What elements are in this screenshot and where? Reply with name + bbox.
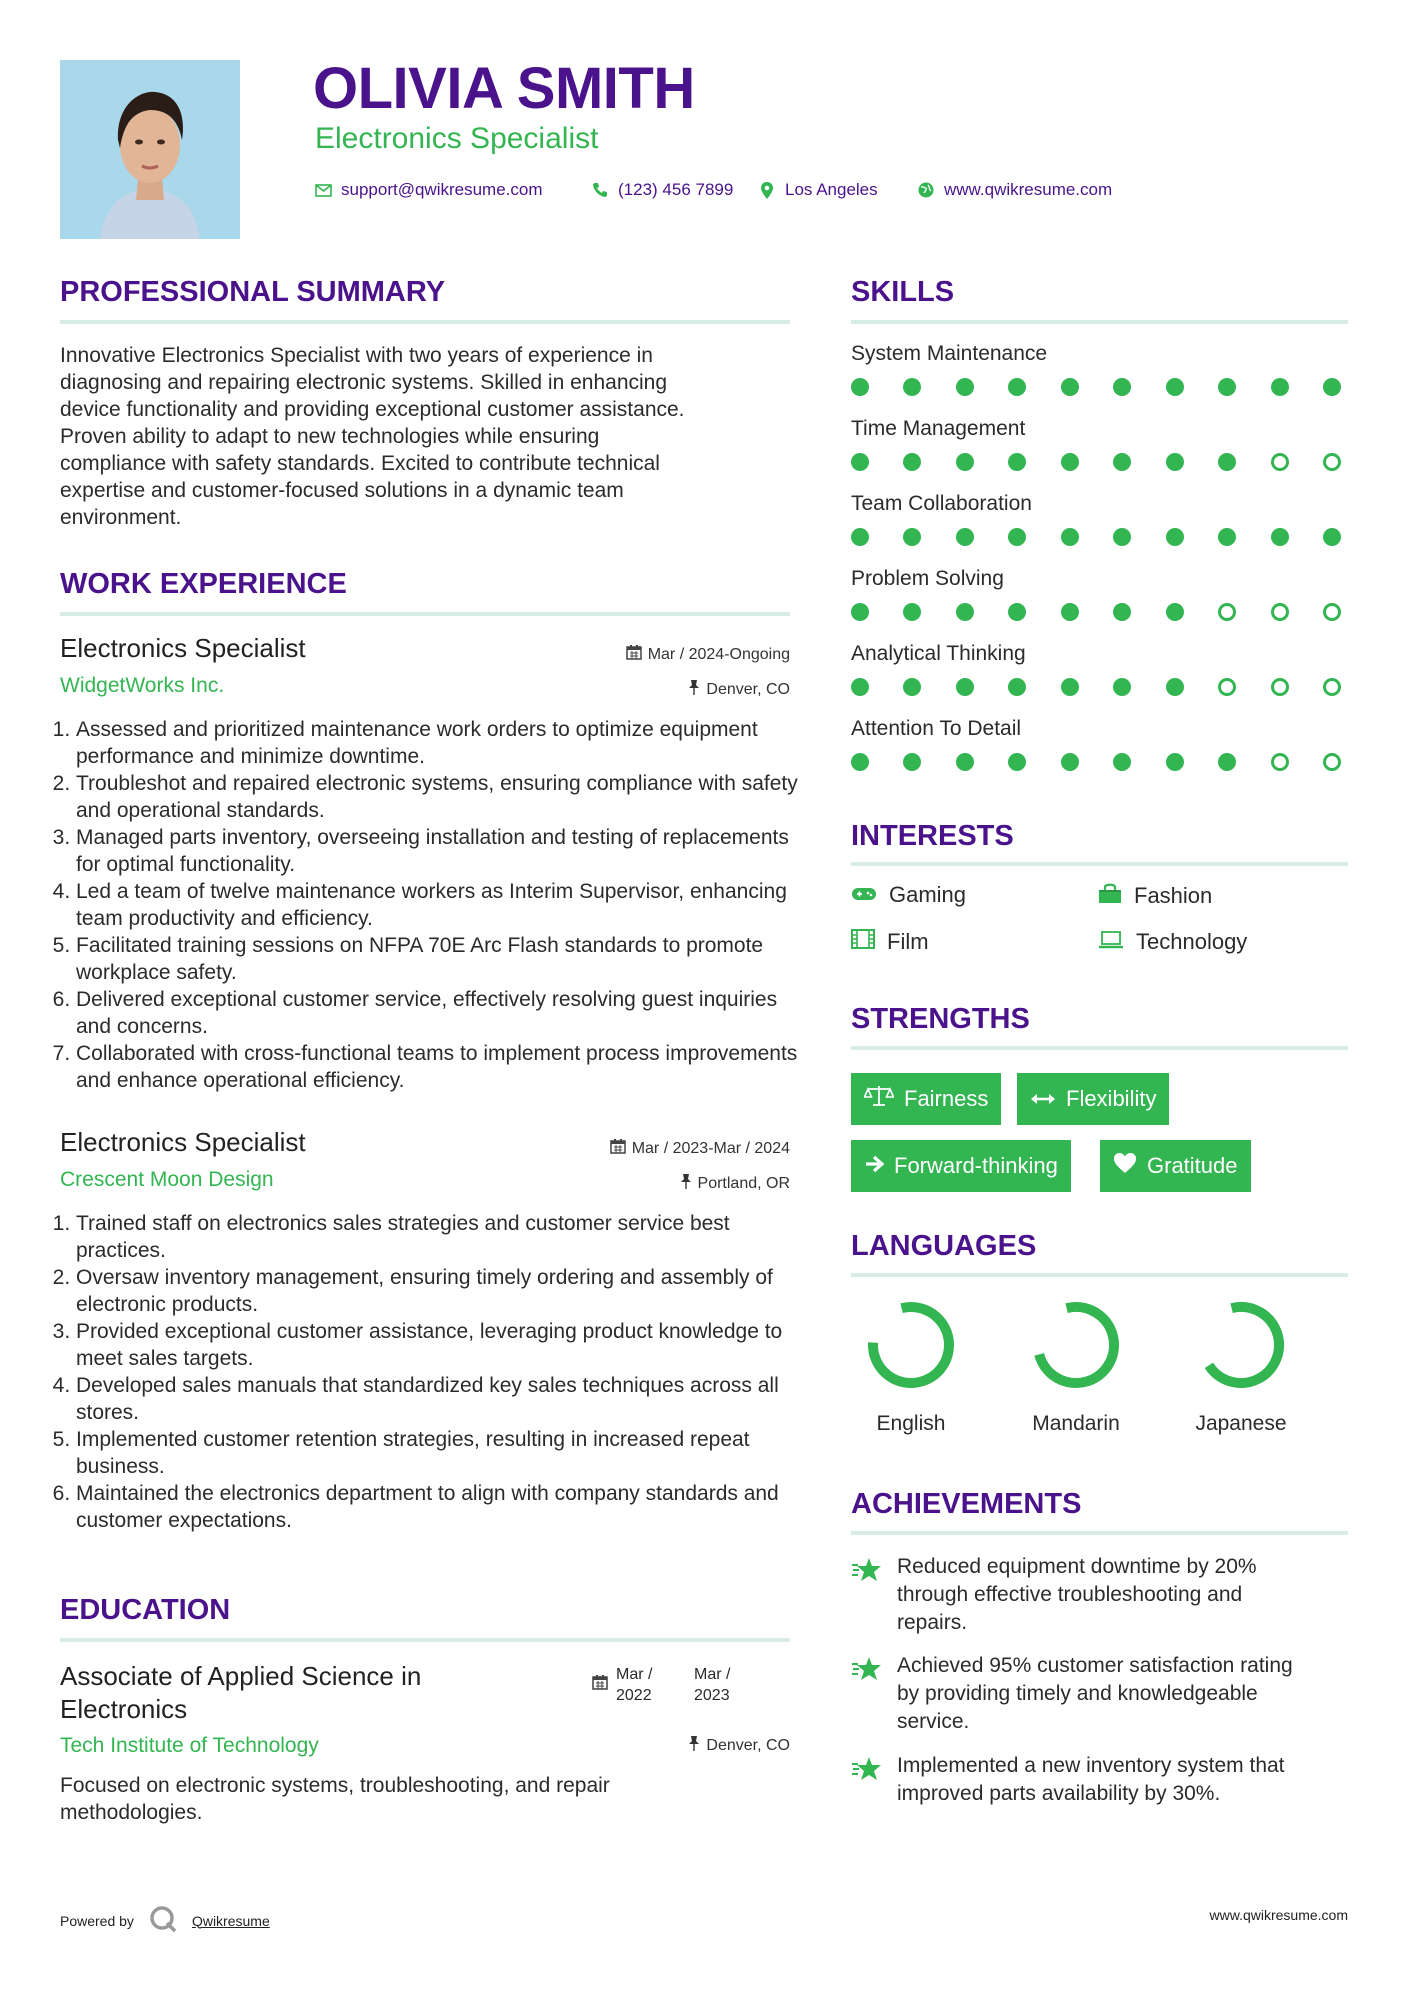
- rating-dot-filled: [1218, 453, 1236, 471]
- rating-dot-filled: [903, 528, 921, 546]
- education-description: Focused on electronic systems, troubleshooting, and repair methodologies.: [60, 1774, 610, 1824]
- rating-dot-filled: [956, 453, 974, 471]
- rating-dot-empty: [1218, 603, 1236, 621]
- languages-heading: LANGUAGES: [851, 1230, 1037, 1262]
- arrows-h-icon: [1030, 1086, 1056, 1112]
- job-dates: Mar / 2024-Ongoing: [540, 644, 790, 665]
- job-bullets: [58, 716, 816, 1094]
- strength-chip: Flexibility: [1017, 1073, 1169, 1125]
- achievement-item: Implemented a new inventory system that improved parts availability by 30%.: [851, 1752, 1351, 1808]
- languages-list: [846, 1295, 1366, 1445]
- contact-location: [757, 180, 878, 200]
- interests-divider: [851, 862, 1348, 866]
- rating-dot-filled: [851, 603, 869, 621]
- language-label: English: [876, 1412, 946, 1435]
- strength-chip: Forward-thinking: [851, 1140, 1071, 1192]
- list-item: 2. Troubleshot and repaired electronic systems, ensuring compliance with safety and operational standards.: [76, 770, 816, 824]
- skill-label: Analytical Thinking: [851, 642, 1026, 665]
- star-icon: [851, 1752, 883, 1808]
- calendar-icon: [626, 644, 642, 665]
- rating-dot-empty: [1271, 678, 1289, 696]
- rating-dot-filled: [1166, 603, 1184, 621]
- rating-dot-empty: [1271, 753, 1289, 771]
- rating-dot-filled: [1113, 378, 1131, 396]
- rating-dot-filled: [903, 678, 921, 696]
- degree-title: Associate of Applied Science in Electronics: [60, 1661, 422, 1724]
- gamepad-icon: [851, 882, 877, 908]
- calendar-icon: [592, 1664, 608, 1706]
- rating-dot-filled: [1061, 528, 1079, 546]
- rating-dot-filled: [1271, 528, 1289, 546]
- rating-dot-empty: [1323, 453, 1341, 471]
- rating-dot-filled: [1113, 603, 1131, 621]
- skill-label: Time Management: [851, 417, 1026, 440]
- job-location: Portland, OR: [540, 1173, 790, 1194]
- rating-dot-empty: [1323, 603, 1341, 621]
- skill-label: Problem Solving: [851, 567, 1004, 590]
- rating-dot-filled: [1061, 453, 1079, 471]
- rating-dot-filled: [1061, 603, 1079, 621]
- pin-icon: [688, 1735, 700, 1756]
- skill-rating: [851, 453, 1341, 471]
- map-marker-icon: [757, 180, 777, 200]
- job-title: Electronics Specialist: [60, 1127, 306, 1157]
- rating-dot-filled: [956, 753, 974, 771]
- profile-photo: [60, 60, 240, 239]
- arrow-right-icon: [864, 1153, 884, 1179]
- skill-label: Attention To Detail: [851, 717, 1022, 740]
- achievements-divider: [851, 1531, 1348, 1535]
- rating-dot-filled: [851, 453, 869, 471]
- skill-rating: [851, 378, 1341, 396]
- interest-technology: Technology: [1098, 929, 1247, 955]
- candidate-title: Electronics Specialist: [315, 122, 599, 155]
- language-item: [846, 1295, 976, 1436]
- skills-heading: SKILLS: [851, 276, 955, 308]
- rating-dot-filled: [1061, 678, 1079, 696]
- skill-label: System Maintenance: [851, 342, 1048, 365]
- skill-item: [851, 717, 1351, 792]
- rating-dot-filled: [1008, 678, 1026, 696]
- education-location: Denver, CO: [540, 1735, 790, 1756]
- phone-text: (123) 456 7899: [618, 180, 734, 199]
- rating-dot-empty: [1323, 753, 1341, 771]
- rating-dot-filled: [1323, 378, 1341, 396]
- contact-phone[interactable]: [590, 180, 733, 200]
- list-item: 4. Led a team of twelve maintenance workers as Interim Supervisor, enhancing team productivity and efficiency.: [76, 878, 816, 932]
- rating-dot-filled: [956, 603, 974, 621]
- rating-dot-filled: [1113, 453, 1131, 471]
- rating-dot-filled: [956, 378, 974, 396]
- location-text: Los Angeles: [785, 180, 878, 199]
- skill-item: [851, 567, 1351, 642]
- interests-heading: INTERESTS: [851, 820, 1014, 852]
- list-item: 5. Implemented customer retention strategies, resulting in increased repeat business.: [76, 1426, 816, 1480]
- interest-film: Film: [851, 929, 929, 955]
- rating-dot-empty: [1271, 453, 1289, 471]
- pin-icon: [688, 679, 700, 700]
- rating-dot-filled: [1061, 753, 1079, 771]
- list-item: 4. Developed sales manuals that standardized key sales techniques across all stores.: [76, 1372, 816, 1426]
- job-title: Electronics Specialist: [60, 633, 306, 663]
- language-item: [1011, 1295, 1141, 1436]
- job-location: Denver, CO: [540, 679, 790, 700]
- rating-dot-filled: [903, 753, 921, 771]
- rating-dot-filled: [956, 528, 974, 546]
- company-name: WidgetWorks Inc.: [60, 674, 225, 697]
- list-item: 2. Oversaw inventory management, ensuring timely ordering and assembly of electronic products.: [76, 1264, 816, 1318]
- list-item: 1. Trained staff on electronics sales strategies and customer service best practices.: [76, 1210, 816, 1264]
- list-item: 7. Collaborated with cross-functional teams to implement process improvements and enhance operational efficiency.: [76, 1040, 816, 1094]
- education-dates: [592, 1664, 730, 1706]
- rating-dot-filled: [903, 378, 921, 396]
- achievement-item: Reduced equipment downtime by 20% through effective troubleshooting and repairs.: [851, 1553, 1351, 1637]
- rating-dot-filled: [903, 603, 921, 621]
- language-gauge: [1176, 1295, 1306, 1395]
- rating-dot-filled: [1008, 453, 1026, 471]
- rating-dot-empty: [1218, 678, 1236, 696]
- rating-dot-filled: [1323, 528, 1341, 546]
- language-gauge-arc: [1039, 1307, 1114, 1383]
- skill-item: [851, 342, 1351, 417]
- rating-dot-filled: [851, 753, 869, 771]
- skill-rating: [851, 528, 1341, 546]
- languages-divider: [851, 1273, 1348, 1277]
- rating-dot-filled: [1113, 753, 1131, 771]
- skill-rating: [851, 678, 1341, 696]
- skills-list: [851, 342, 1351, 792]
- strengths-heading: STRENGTHS: [851, 1003, 1030, 1035]
- rating-dot-filled: [1008, 378, 1026, 396]
- achievements-heading: ACHIEVEMENTS: [851, 1488, 1082, 1520]
- job-bullets: [58, 1210, 816, 1534]
- summary-divider: [60, 320, 790, 324]
- rating-dot-filled: [1008, 753, 1026, 771]
- list-item: 5. Facilitated training sessions on NFPA 70E Arc Flash standards to promote workplace safety.: [76, 932, 816, 986]
- education-heading: EDUCATION: [60, 1594, 231, 1626]
- list-item: 6. Maintained the electronics department to align with company standards and customer expectations.: [76, 1480, 816, 1534]
- job-dates: Mar / 2023-Mar / 2024: [490, 1138, 790, 1159]
- rating-dot-filled: [851, 678, 869, 696]
- star-icon: [851, 1553, 883, 1637]
- website-text: www.qwikresume.com: [944, 180, 1113, 199]
- rating-dot-filled: [1008, 528, 1026, 546]
- footer-powered: Powered by Qwikresume: [60, 1904, 270, 1937]
- laptop-icon: [1098, 929, 1124, 955]
- skill-item: [851, 642, 1351, 717]
- rating-dot-filled: [1218, 753, 1236, 771]
- rating-dot-empty: [1323, 678, 1341, 696]
- rating-dot-filled: [1008, 603, 1026, 621]
- email-text: support@qwikresume.com: [341, 180, 543, 199]
- list-item: 6. Delivered exceptional customer service, effectively resolving guest inquiries and concerns.: [76, 986, 816, 1040]
- interest-fashion: Fashion: [1098, 882, 1212, 910]
- rating-dot-filled: [1113, 678, 1131, 696]
- language-gauge: [846, 1295, 976, 1395]
- skill-item: [851, 417, 1351, 492]
- interest-gaming: Gaming: [851, 882, 966, 908]
- globe-icon: [916, 180, 936, 200]
- rating-dot-filled: [956, 678, 974, 696]
- scale-icon: [864, 1084, 894, 1114]
- phone-icon: [590, 180, 610, 200]
- candidate-name: OLIVIA SMITH: [313, 56, 695, 121]
- qwikresume-link[interactable]: Qwikresume: [191, 1912, 270, 1929]
- rating-dot-filled: [1166, 378, 1184, 396]
- pin-icon: [680, 1173, 692, 1194]
- film-icon: [851, 929, 875, 955]
- rating-dot-empty: [1271, 603, 1289, 621]
- skill-item: [851, 492, 1351, 567]
- qwikresume-logo-icon: [148, 1904, 178, 1937]
- footer-url[interactable]: www.qwikresume.com: [1209, 1907, 1348, 1923]
- star-icon: [851, 1652, 883, 1736]
- rating-dot-filled: [1166, 453, 1184, 471]
- summary-text: Innovative Electronics Specialist with two years of experience in diagnosing and repairing electronic systems. Skilled in enhancing device functionality and providing exceptional customer assistance. Proven ability to adapt to new technologies while ensuring compliance with safety standards. Excited to contribute technical expertise and customer-focused solutions in a dynamic team environment.: [60, 344, 685, 529]
- calendar-icon: [610, 1138, 626, 1159]
- school-name: Tech Institute of Technology: [60, 1734, 319, 1757]
- list-item: 3. Provided exceptional customer assistance, leveraging product knowledge to meet sales targets.: [76, 1318, 816, 1372]
- skills-divider: [851, 320, 1348, 324]
- education-end: Mar / 2023: [694, 1666, 731, 1704]
- education-divider: [60, 1638, 790, 1642]
- work-divider: [60, 612, 790, 616]
- rating-dot-filled: [1166, 528, 1184, 546]
- skill-rating: [851, 753, 1341, 771]
- work-heading: WORK EXPERIENCE: [60, 568, 347, 600]
- skill-label: Team Collaboration: [851, 492, 1032, 515]
- shopping-bag-icon: [1098, 882, 1122, 910]
- language-label: Mandarin: [1032, 1412, 1120, 1435]
- rating-dot-filled: [1218, 528, 1236, 546]
- rating-dot-filled: [851, 528, 869, 546]
- rating-dot-filled: [851, 378, 869, 396]
- rating-dot-filled: [1113, 528, 1131, 546]
- list-item: 3. Managed parts inventory, overseeing installation and testing of replacements for optimal functionality.: [76, 824, 816, 878]
- strengths-divider: [851, 1046, 1348, 1050]
- rating-dot-filled: [1166, 678, 1184, 696]
- skill-rating: [851, 603, 1341, 621]
- summary-heading: PROFESSIONAL SUMMARY: [60, 276, 446, 308]
- strength-chip: Fairness: [851, 1073, 1001, 1125]
- heart-icon: [1113, 1152, 1137, 1180]
- envelope-icon: [313, 180, 333, 200]
- education-start: Mar / 2022: [616, 1666, 653, 1704]
- list-item: 1. Assessed and prioritized maintenance work orders to optimize equipment performance and minimize downtime.: [76, 716, 816, 770]
- language-gauge-arc: [873, 1307, 949, 1383]
- achievement-item: Achieved 95% customer satisfaction rating by providing timely and knowledgeable service.: [851, 1652, 1351, 1736]
- language-gauge-arc: [1209, 1307, 1279, 1383]
- language-gauge: [1011, 1295, 1141, 1395]
- language-label: Japanese: [1195, 1412, 1287, 1435]
- rating-dot-filled: [1218, 378, 1236, 396]
- contact-website[interactable]: [916, 180, 1112, 200]
- company-name: Crescent Moon Design: [60, 1168, 274, 1191]
- strength-chip: Gratitude: [1100, 1140, 1251, 1192]
- rating-dot-filled: [1061, 378, 1079, 396]
- language-item: [1176, 1295, 1306, 1436]
- rating-dot-filled: [1166, 753, 1184, 771]
- rating-dot-filled: [1271, 378, 1289, 396]
- rating-dot-filled: [903, 453, 921, 471]
- contact-email[interactable]: [313, 180, 543, 200]
